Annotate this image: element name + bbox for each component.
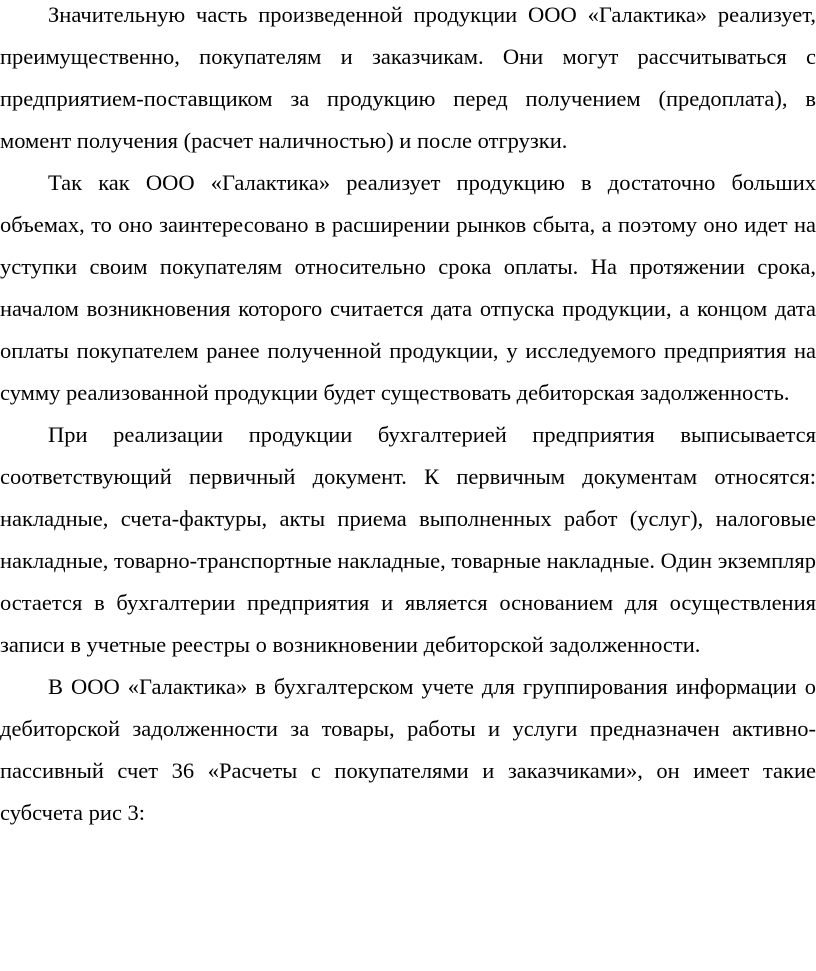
paragraph-3: При реализации продукции бухгалтерией предприятия выписывается соответствующий первичный документ. К первичным документам относятся: накладные, счета-фактуры, акты приема выполненных работ (услуг), налоговые накладные, товарно-транспортные накладные, товарные накладные. Один экземпляр остается в бухгалтерии предприятия и является основанием для осуществления записи в учетные реестры о возникновении дебиторской задолженности. bbox=[0, 422, 816, 657]
paragraph-4: В ООО «Галактика» в бухгалтерском учете для группирования информации о дебиторской задолженности за товары, работы и услуги предназначен активно-пассивный счет 36 «Расчеты с покупателями и заказчиками», он имеет такие субсчета рис 3: bbox=[0, 674, 816, 825]
paragraph-1: Значительную часть произведенной продукции ООО «Галактика» реализует, преимущественно, покупателям и заказчикам. Они могут рассчитываться с предприятием-поставщиком за продукцию перед получением (предоплата), в момент получения (расчет наличностью) и после отгрузки. bbox=[0, 2, 816, 153]
paragraph-2: Так как ООО «Галактика» реализует продукцию в достаточно больших объемах, то оно заинтересовано в расширении рынков сбыта, а поэтому оно идет на уступки своим покупателям относительно срока оплаты. На протяжении срока, началом возникновения которого считается дата отпуска продукции, а концом дата оплаты покупателем ранее полученной продукции, у исследуемого предприятия на сумму реализованной продукции будет существовать дебиторская задолженность. bbox=[0, 170, 816, 405]
